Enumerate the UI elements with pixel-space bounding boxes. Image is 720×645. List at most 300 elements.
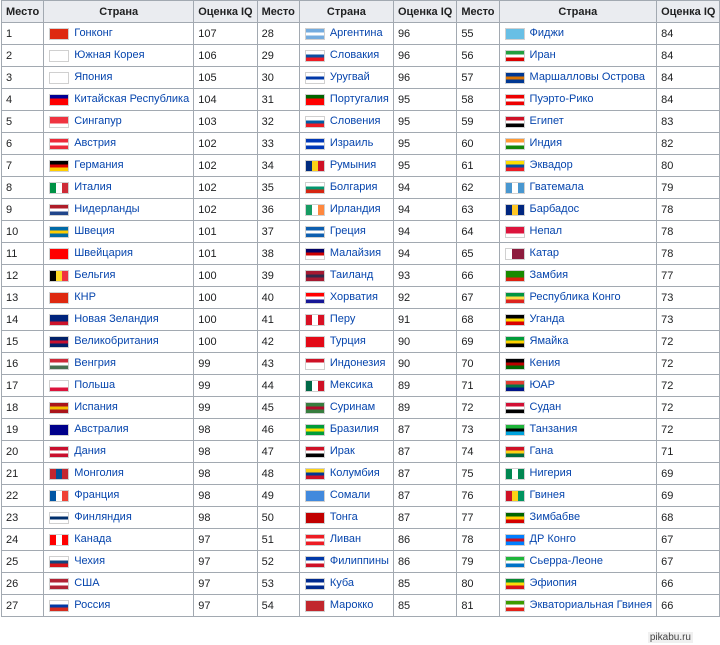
rank-cell: 27: [2, 595, 44, 617]
country-link[interactable]: Эквадор: [529, 159, 573, 172]
country-link[interactable]: Италия: [74, 181, 112, 194]
country-link[interactable]: Экваториальная Гвинея: [529, 599, 653, 612]
country-link[interactable]: Непал: [529, 225, 563, 238]
table-row: [2, 23, 720, 45]
iq-cell: 82: [657, 133, 720, 155]
iq-cell: 101: [194, 243, 257, 265]
country-link[interactable]: Пуэрто-Рико: [529, 93, 594, 106]
flag-icon: [49, 468, 69, 480]
country-link[interactable]: Ирландия: [329, 203, 381, 216]
iq-cell: 98: [194, 419, 257, 441]
country-cell: [44, 155, 194, 177]
country-link[interactable]: Финляндия: [74, 511, 132, 524]
country-cell: [299, 177, 393, 199]
country-cell: [44, 375, 194, 397]
iq-cell: 84: [657, 89, 720, 111]
flag-icon: [49, 314, 69, 326]
flag-icon: [49, 578, 69, 590]
rank-cell: 77: [457, 507, 499, 529]
country-link[interactable]: Марокко: [329, 599, 374, 612]
iq-cell: 72: [657, 353, 720, 375]
flag-icon: [49, 160, 69, 172]
country-cell: [299, 199, 393, 221]
iq-cell: 97: [194, 573, 257, 595]
country-link[interactable]: Польша: [74, 379, 116, 392]
flag-icon: [505, 490, 525, 502]
country-link[interactable]: Южная Корея: [74, 49, 145, 62]
flag-icon: [505, 380, 525, 392]
country-cell: [44, 595, 194, 617]
header-iq[interactable]: Оценка IQ: [657, 1, 720, 23]
country-link[interactable]: Эфиопия: [529, 577, 577, 590]
iq-cell: 95: [393, 155, 456, 177]
flag-icon: [305, 534, 325, 546]
iq-cell: 96: [393, 67, 456, 89]
rank-cell: 29: [257, 45, 299, 67]
header-row: [2, 1, 720, 23]
country-cell: [44, 177, 194, 199]
country-link[interactable]: Венгрия: [74, 357, 116, 370]
country-cell: [44, 111, 194, 133]
iq-cell: 102: [194, 177, 257, 199]
country-link[interactable]: Болгария: [329, 181, 378, 194]
country-link[interactable]: Колумбия: [329, 467, 380, 480]
rank-cell: 63: [457, 199, 499, 221]
flag-icon: [305, 600, 325, 612]
header-country[interactable]: Страна: [44, 1, 194, 23]
country-link[interactable]: Республика Конго: [529, 291, 621, 304]
country-link[interactable]: Турция: [329, 335, 366, 348]
country-link[interactable]: Чехия: [74, 555, 106, 568]
country-link[interactable]: Сомали: [329, 489, 371, 502]
table-row: [2, 89, 720, 111]
iq-cell: 100: [194, 309, 257, 331]
iq-cell: 95: [393, 111, 456, 133]
rank-cell: 67: [457, 287, 499, 309]
rank-cell: 31: [257, 89, 299, 111]
country-cell: [299, 353, 393, 375]
iq-cell: 94: [393, 243, 456, 265]
header-country[interactable]: Страна: [299, 1, 393, 23]
country-link[interactable]: Кения: [529, 357, 561, 370]
flag-icon: [305, 94, 325, 106]
country-cell: [44, 221, 194, 243]
country-cell: [499, 375, 657, 397]
country-cell: [499, 155, 657, 177]
table-row: [2, 529, 720, 551]
iq-cell: 69: [657, 485, 720, 507]
flag-icon: [305, 336, 325, 348]
country-link[interactable]: Румыния: [329, 159, 377, 172]
iq-cell: 100: [194, 331, 257, 353]
country-link[interactable]: Иран: [529, 49, 556, 62]
iq-cell: 78: [657, 243, 720, 265]
country-link[interactable]: Судан: [529, 401, 562, 414]
rank-cell: 62: [457, 177, 499, 199]
flag-icon: [505, 314, 525, 326]
rank-cell: 68: [457, 309, 499, 331]
flag-icon: [505, 182, 525, 194]
country-link[interactable]: Зимбабве: [529, 511, 581, 524]
iq-cell: 85: [393, 573, 456, 595]
table-row: [2, 463, 720, 485]
country-cell: [499, 595, 657, 617]
country-link[interactable]: Россия: [74, 599, 111, 612]
flag-icon: [49, 50, 69, 62]
country-cell: [499, 89, 657, 111]
country-link[interactable]: Швеция: [74, 225, 115, 238]
flag-icon: [505, 424, 525, 436]
iq-cell: 91: [393, 309, 456, 331]
country-link[interactable]: Куба: [329, 577, 355, 590]
country-link[interactable]: Новая Зеландия: [74, 313, 159, 326]
flag-icon: [505, 138, 525, 150]
rank-cell: 73: [457, 419, 499, 441]
header-rank[interactable]: Место: [2, 1, 44, 23]
rank-cell: 14: [2, 309, 44, 331]
rank-cell: 74: [457, 441, 499, 463]
flag-icon: [305, 204, 325, 216]
iq-cell: 92: [393, 287, 456, 309]
country-link[interactable]: Тонга: [329, 511, 358, 524]
table-row: [2, 221, 720, 243]
iq-cell: 98: [194, 485, 257, 507]
iq-cell: 68: [657, 507, 720, 529]
iq-cell: 103: [194, 111, 257, 133]
country-link[interactable]: Япония: [74, 71, 113, 84]
flag-icon: [49, 292, 69, 304]
flag-icon: [49, 72, 69, 84]
rank-cell: 4: [2, 89, 44, 111]
country-cell: [299, 23, 393, 45]
rank-cell: 49: [257, 485, 299, 507]
flag-icon: [305, 578, 325, 590]
country-link[interactable]: Германия: [74, 159, 124, 172]
country-link[interactable]: Барбадос: [529, 203, 580, 216]
rank-cell: 20: [2, 441, 44, 463]
flag-icon: [49, 358, 69, 370]
country-cell: [499, 309, 657, 331]
country-link[interactable]: Мексика: [329, 379, 373, 392]
country-link[interactable]: Нидерланды: [74, 203, 140, 216]
rank-cell: 28: [257, 23, 299, 45]
country-link[interactable]: Аргентина: [329, 27, 383, 40]
country-link[interactable]: Израиль: [329, 137, 374, 150]
rank-cell: 70: [457, 353, 499, 375]
table-body: [2, 23, 720, 617]
country-link[interactable]: Ирак: [329, 445, 355, 458]
country-link[interactable]: Канада: [74, 533, 112, 546]
iq-cell: 99: [194, 397, 257, 419]
flag-icon: [49, 204, 69, 216]
rank-cell: 34: [257, 155, 299, 177]
flag-icon: [505, 402, 525, 414]
country-link[interactable]: Австралия: [74, 423, 129, 436]
table-row: [2, 309, 720, 331]
iq-cell: 83: [657, 111, 720, 133]
country-link[interactable]: Австрия: [74, 137, 117, 150]
flag-icon: [305, 490, 325, 502]
iq-cell: 98: [194, 507, 257, 529]
country-cell: [44, 45, 194, 67]
country-cell: [299, 573, 393, 595]
country-link[interactable]: Сьерра-Леоне: [529, 555, 603, 568]
flag-icon: [505, 336, 525, 348]
iq-cell: 87: [393, 419, 456, 441]
country-link[interactable]: Испания: [74, 401, 118, 414]
rank-cell: 72: [457, 397, 499, 419]
flag-icon: [305, 314, 325, 326]
rank-cell: 35: [257, 177, 299, 199]
country-link[interactable]: Швейцария: [74, 247, 133, 260]
iq-ranking-table: [1, 0, 720, 617]
country-link[interactable]: Танзания: [529, 423, 578, 436]
iq-cell: 79: [657, 177, 720, 199]
iq-cell: 94: [393, 221, 456, 243]
country-link[interactable]: Португалия: [329, 93, 389, 106]
iq-cell: 72: [657, 419, 720, 441]
country-link[interactable]: Словения: [329, 115, 381, 128]
country-link[interactable]: Катар: [529, 247, 559, 260]
country-cell: [44, 331, 194, 353]
flag-icon: [505, 446, 525, 458]
country-cell: [499, 133, 657, 155]
country-cell: [44, 89, 194, 111]
flag-icon: [49, 336, 69, 348]
flag-icon: [505, 94, 525, 106]
country-cell: [499, 177, 657, 199]
iq-cell: 101: [194, 221, 257, 243]
country-cell: [299, 397, 393, 419]
country-link[interactable]: КНР: [74, 291, 96, 304]
iq-cell: 102: [194, 155, 257, 177]
flag-icon: [505, 28, 525, 40]
header-iq[interactable]: Оценка IQ: [194, 1, 257, 23]
flag-icon: [505, 556, 525, 568]
country-link[interactable]: ЮАР: [529, 379, 555, 392]
rank-cell: 8: [2, 177, 44, 199]
flag-icon: [505, 50, 525, 62]
country-cell: [44, 419, 194, 441]
flag-icon: [49, 28, 69, 40]
country-cell: [299, 419, 393, 441]
flag-icon: [305, 512, 325, 524]
header-rank[interactable]: Место: [257, 1, 299, 23]
flag-icon: [505, 72, 525, 84]
flag-icon: [49, 116, 69, 128]
table-row: [2, 243, 720, 265]
rank-cell: 1: [2, 23, 44, 45]
country-cell: [299, 485, 393, 507]
header-iq[interactable]: Оценка IQ: [393, 1, 456, 23]
country-cell: [499, 397, 657, 419]
rank-cell: 16: [2, 353, 44, 375]
country-link[interactable]: Малайзия: [329, 247, 382, 260]
iq-cell: 100: [194, 265, 257, 287]
country-link[interactable]: Ливан: [329, 533, 362, 546]
country-cell: [44, 67, 194, 89]
country-cell: [499, 45, 657, 67]
rank-cell: 61: [457, 155, 499, 177]
iq-cell: 105: [194, 67, 257, 89]
iq-cell: 107: [194, 23, 257, 45]
country-link[interactable]: Нигерия: [529, 467, 572, 480]
country-cell: [499, 199, 657, 221]
header-country[interactable]: Страна: [499, 1, 657, 23]
flag-icon: [49, 270, 69, 282]
country-cell: [44, 287, 194, 309]
rank-cell: 54: [257, 595, 299, 617]
flag-icon: [505, 534, 525, 546]
country-cell: [44, 133, 194, 155]
iq-cell: 72: [657, 375, 720, 397]
country-cell: [299, 331, 393, 353]
country-link[interactable]: Гонконг: [74, 27, 113, 40]
iq-cell: 95: [393, 133, 456, 155]
country-link[interactable]: Греция: [329, 225, 366, 238]
country-cell: [499, 441, 657, 463]
flag-icon: [49, 226, 69, 238]
rank-cell: 43: [257, 353, 299, 375]
table-row: [2, 441, 720, 463]
flag-icon: [305, 50, 325, 62]
flag-icon: [505, 116, 525, 128]
rank-cell: 64: [457, 221, 499, 243]
rank-cell: 53: [257, 573, 299, 595]
table-row: [2, 353, 720, 375]
table-row: [2, 287, 720, 309]
country-cell: [299, 155, 393, 177]
country-cell: [499, 419, 657, 441]
country-link[interactable]: Уганда: [529, 313, 565, 326]
country-cell: [299, 89, 393, 111]
country-cell: [499, 221, 657, 243]
iq-cell: 87: [393, 441, 456, 463]
country-cell: [299, 133, 393, 155]
rank-cell: 57: [457, 67, 499, 89]
flag-icon: [305, 226, 325, 238]
country-link[interactable]: Индия: [529, 137, 563, 150]
flag-icon: [505, 160, 525, 172]
country-link[interactable]: ДР Конго: [529, 533, 576, 546]
country-link[interactable]: Египет: [529, 115, 564, 128]
rank-cell: 79: [457, 551, 499, 573]
flag-icon: [505, 468, 525, 480]
table-row: [2, 45, 720, 67]
country-link[interactable]: Фиджи: [529, 27, 564, 40]
country-cell: [499, 463, 657, 485]
rank-cell: 47: [257, 441, 299, 463]
flag-icon: [49, 424, 69, 436]
table-row: [2, 419, 720, 441]
country-link[interactable]: Таиланд: [329, 269, 374, 282]
flag-icon: [49, 556, 69, 568]
country-link[interactable]: Монголия: [74, 467, 124, 480]
flag-icon: [505, 204, 525, 216]
country-link[interactable]: Гана: [529, 445, 554, 458]
country-link[interactable]: Филиппины: [329, 555, 389, 568]
iq-cell: 100: [194, 287, 257, 309]
country-link[interactable]: Гватемала: [529, 181, 584, 194]
iq-cell: 94: [393, 177, 456, 199]
iq-cell: 71: [657, 441, 720, 463]
rank-cell: 55: [457, 23, 499, 45]
rank-cell: 22: [2, 485, 44, 507]
iq-cell: 66: [657, 595, 720, 617]
country-link[interactable]: Суринам: [329, 401, 376, 414]
rank-cell: 38: [257, 243, 299, 265]
country-cell: [299, 551, 393, 573]
country-link[interactable]: Словакия: [329, 49, 380, 62]
country-link[interactable]: Хорватия: [329, 291, 379, 304]
country-link[interactable]: Бельгия: [74, 269, 116, 282]
iq-cell: 86: [393, 551, 456, 573]
rank-cell: 7: [2, 155, 44, 177]
rank-cell: 13: [2, 287, 44, 309]
country-link[interactable]: США: [74, 577, 100, 590]
iq-cell: 102: [194, 199, 257, 221]
flag-icon: [305, 292, 325, 304]
country-cell: [299, 507, 393, 529]
country-link[interactable]: Гвинея: [529, 489, 566, 502]
country-link[interactable]: Индонезия: [329, 357, 386, 370]
header-rank[interactable]: Место: [457, 1, 499, 23]
iq-cell: 80: [657, 155, 720, 177]
country-link[interactable]: Перу: [329, 313, 356, 326]
flag-icon: [305, 28, 325, 40]
country-link[interactable]: Замбия: [529, 269, 569, 282]
flag-icon: [505, 578, 525, 590]
rank-cell: 52: [257, 551, 299, 573]
flag-icon: [505, 248, 525, 260]
flag-icon: [305, 358, 325, 370]
iq-cell: 97: [194, 529, 257, 551]
iq-cell: 85: [393, 595, 456, 617]
table-row: [2, 375, 720, 397]
rank-cell: 48: [257, 463, 299, 485]
rank-cell: 30: [257, 67, 299, 89]
country-link[interactable]: Уругвай: [329, 71, 370, 84]
country-link[interactable]: Сингапур: [74, 115, 122, 128]
rank-cell: 36: [257, 199, 299, 221]
country-cell: [299, 529, 393, 551]
flag-icon: [305, 468, 325, 480]
country-cell: [44, 353, 194, 375]
rank-cell: 58: [457, 89, 499, 111]
country-cell: [299, 243, 393, 265]
country-link[interactable]: Маршалловы Острова: [529, 71, 646, 84]
country-link[interactable]: Китайская Республика: [74, 93, 190, 106]
country-link[interactable]: Бразилия: [329, 423, 379, 436]
flag-icon: [505, 358, 525, 370]
rank-cell: 17: [2, 375, 44, 397]
iq-cell: 102: [194, 133, 257, 155]
rank-cell: 32: [257, 111, 299, 133]
iq-cell: 89: [393, 375, 456, 397]
flag-icon: [305, 248, 325, 260]
country-link[interactable]: Ямайка: [529, 335, 569, 348]
rank-cell: 69: [457, 331, 499, 353]
country-cell: [44, 23, 194, 45]
flag-icon: [305, 380, 325, 392]
country-cell: [299, 595, 393, 617]
country-link[interactable]: Великобритания: [74, 335, 159, 348]
table-row: [2, 177, 720, 199]
flag-icon: [305, 402, 325, 414]
country-link[interactable]: Дания: [74, 445, 106, 458]
country-link[interactable]: Франция: [74, 489, 120, 502]
flag-icon: [505, 270, 525, 282]
